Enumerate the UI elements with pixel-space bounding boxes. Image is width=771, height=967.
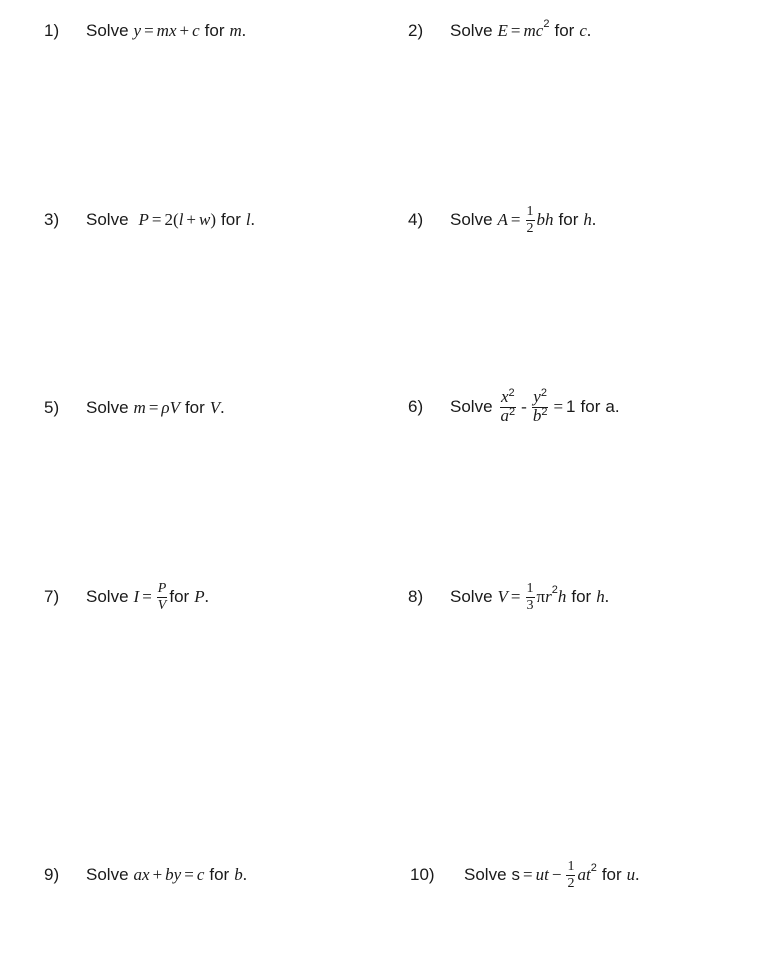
fraction-denominator: 2 — [526, 221, 534, 236]
solve-word: Solve — [450, 210, 493, 229]
numerator-variable: y — [533, 387, 541, 406]
fraction — [526, 204, 535, 237]
period: . — [604, 587, 609, 606]
equation-term: mc — [523, 21, 544, 40]
equals-sign: = — [144, 21, 154, 40]
for-word: for — [601, 865, 622, 884]
equation-lhs: s — [511, 865, 521, 884]
problem-number: 3) — [44, 210, 60, 229]
period: . — [614, 397, 620, 416]
fraction-numerator: P — [157, 581, 167, 596]
problem-5 — [44, 399, 224, 416]
problem-text — [86, 399, 224, 416]
equation-term: h — [557, 587, 567, 606]
problem-text — [450, 203, 596, 236]
problem-number: 8) — [408, 587, 424, 606]
target-variable: a — [605, 397, 615, 416]
target-variable: u — [626, 865, 636, 884]
period: . — [586, 21, 592, 40]
period: . — [242, 865, 247, 884]
fraction-denominator — [500, 408, 517, 426]
equals-sign: = — [523, 865, 533, 884]
exponent: 2 — [508, 387, 515, 399]
denominator-variable: a — [500, 406, 510, 425]
equals-sign: = — [148, 398, 159, 417]
problem-9 — [44, 866, 247, 883]
target-variable: h — [596, 587, 605, 606]
equation-lhs: I — [133, 587, 140, 606]
solve-word: Solve — [86, 398, 129, 417]
minus-sign: - — [521, 397, 527, 416]
equation-term: l — [178, 210, 184, 229]
problem-7 — [44, 580, 209, 613]
plus-sign: + — [152, 865, 163, 884]
target-variable: V — [209, 398, 221, 417]
solve-word: Solve — [86, 587, 129, 606]
exponent: 2 — [590, 862, 597, 874]
target-variable: m — [229, 21, 242, 40]
for-word: for — [204, 21, 225, 40]
equation-term: by — [165, 865, 182, 884]
solve-word: Solve — [450, 21, 493, 40]
exponent: 2 — [543, 18, 550, 30]
for-word: for — [554, 21, 575, 40]
fraction-numerator: 1 — [567, 859, 575, 874]
target-variable: l — [245, 210, 251, 229]
period: . — [250, 210, 255, 229]
fraction-numerator — [500, 389, 516, 407]
problem-number: 4) — [408, 210, 424, 229]
fraction-denominator: 2 — [567, 876, 575, 891]
fraction — [566, 859, 575, 892]
problem-number: 1) — [44, 21, 60, 40]
problem-text — [86, 211, 255, 228]
solve-word: Solve — [450, 587, 493, 606]
equation-rhs: 1 — [566, 397, 576, 416]
equation-term: at — [577, 865, 591, 884]
for-word: for — [558, 210, 579, 229]
for-word: for — [209, 865, 230, 884]
close-paren: ) — [210, 210, 217, 229]
for-word: for — [184, 398, 205, 417]
plus-sign: + — [186, 210, 197, 229]
equation-term: ut — [535, 865, 549, 884]
equation-term: ax — [133, 865, 150, 884]
problem-10 — [410, 858, 639, 891]
equation-term: ρV — [161, 398, 180, 417]
problem-6 — [408, 388, 620, 425]
fraction-denominator — [532, 408, 549, 426]
solve-word: Solve — [86, 21, 129, 40]
problem-text — [464, 858, 639, 891]
problem-number: 2) — [408, 21, 424, 40]
fraction-numerator: 1 — [526, 581, 534, 596]
problem-text — [450, 388, 620, 425]
numerator-variable: x — [501, 387, 509, 406]
fraction-denominator: V — [157, 598, 167, 613]
equals-sign: = — [510, 587, 521, 606]
problem-number: 6) — [408, 397, 424, 416]
period: . — [241, 21, 247, 40]
exponent: 2 — [551, 584, 558, 596]
problem-text — [86, 866, 247, 883]
equals-sign: = — [510, 210, 521, 229]
target-variable: c — [579, 21, 587, 40]
exponent: 2 — [541, 406, 548, 418]
exponent: 2 — [509, 406, 516, 418]
fraction — [526, 581, 535, 614]
period: . — [635, 865, 640, 884]
equation-term: mx — [156, 21, 177, 40]
equation-term: c — [192, 21, 200, 40]
problem-number: 5) — [44, 398, 60, 417]
problem-text — [450, 580, 609, 613]
problem-number: 7) — [44, 587, 60, 606]
equation-lhs: V — [497, 587, 508, 606]
solve-word: Solve — [464, 865, 507, 884]
equation-lhs: m — [133, 398, 146, 417]
equation-term: r — [545, 587, 552, 606]
for-word: for — [571, 587, 592, 606]
period: . — [204, 587, 209, 606]
solve-word: Solve — [86, 210, 129, 229]
minus-sign: − — [551, 865, 562, 884]
fraction — [157, 581, 168, 614]
fraction-numerator: 1 — [526, 204, 534, 219]
for-word: for — [169, 587, 190, 606]
target-variable: b — [234, 865, 243, 884]
equation-lhs: P — [138, 210, 149, 229]
solve-word: Solve — [450, 397, 493, 416]
problem-number: 9) — [44, 865, 60, 884]
exponent: 2 — [540, 387, 547, 399]
coefficient: 2( — [164, 210, 179, 229]
equation-lhs: y — [133, 21, 142, 40]
solve-word: Solve — [86, 865, 129, 884]
problem-2 — [408, 18, 592, 40]
problem-4 — [408, 203, 596, 236]
problem-text — [450, 18, 592, 40]
equals-sign: = — [510, 21, 521, 40]
for-word: for — [580, 397, 601, 416]
period: . — [220, 398, 225, 417]
target-variable: P — [194, 587, 205, 606]
problem-text — [86, 580, 209, 613]
fraction-numerator — [532, 389, 548, 407]
equation-lhs: E — [497, 21, 508, 40]
equals-sign: = — [142, 587, 152, 606]
denominator-variable: b — [532, 406, 542, 425]
problem-8 — [408, 580, 609, 613]
period: . — [591, 210, 597, 229]
equals-sign: = — [184, 865, 194, 884]
equation-lhs: A — [497, 210, 508, 229]
target-variable: h — [583, 210, 592, 229]
fraction — [532, 389, 549, 426]
plus-sign: + — [179, 21, 190, 40]
equals-sign: = — [151, 210, 162, 229]
fraction-denominator: 3 — [526, 598, 534, 613]
pi-symbol: π — [536, 587, 546, 606]
equation-term: bh — [536, 210, 554, 229]
equation-rhs: c — [196, 865, 205, 884]
equals-sign: = — [553, 397, 564, 416]
problem-number: 10) — [410, 865, 435, 884]
equation-term: w — [199, 210, 211, 229]
problem-text — [86, 22, 246, 39]
problem-1 — [44, 22, 246, 39]
for-word: for — [221, 210, 241, 229]
problem-3 — [44, 211, 255, 228]
fraction — [500, 389, 517, 426]
